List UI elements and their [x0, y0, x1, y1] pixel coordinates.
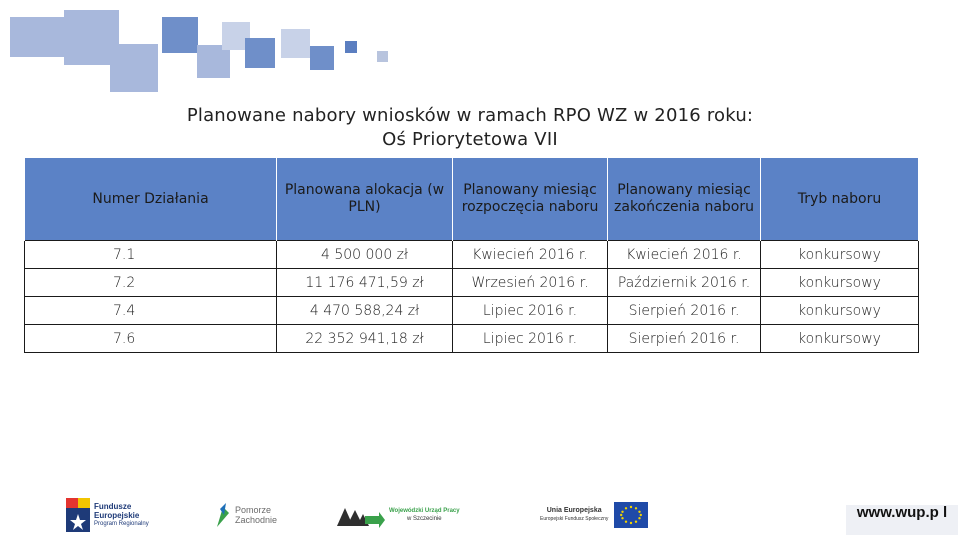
table-cell: Lipiec 2016 r. — [453, 325, 608, 353]
website-link[interactable]: www.wup.p l — [846, 505, 958, 535]
table-cell: konkursowy — [761, 297, 919, 325]
table-cell: konkursowy — [761, 241, 919, 269]
logo-text: Europejski Fundusz Społeczny — [540, 516, 609, 522]
deco-square — [110, 44, 158, 92]
recruitment-table — [24, 158, 919, 353]
column-header: Planowana alokacja (w PLN) — [277, 158, 453, 241]
table-cell: 4 500 000 zł — [277, 241, 453, 269]
table-cell: Sierpień 2016 r. — [608, 325, 761, 353]
pomorze-zachodnie-logo — [214, 495, 277, 535]
logo-text: w Szczecinie — [406, 516, 442, 522]
column-header: Tryb naboru — [761, 158, 919, 241]
deco-square — [377, 51, 388, 62]
logo-text: Fundusze — [94, 501, 132, 511]
table-cell: Kwiecień 2016 r. — [608, 241, 761, 269]
logo-text: Program Regionalny — [94, 520, 149, 527]
table-cell: 7.2 — [25, 269, 277, 297]
table-cell: konkursowy — [761, 269, 919, 297]
title-line-2: Oś Priorytetowa VII — [382, 129, 558, 150]
table-cell: 22 352 941,18 zł — [277, 325, 453, 353]
fundusze-europejskie-logo — [66, 495, 149, 535]
eu-flag-icon — [614, 502, 648, 528]
title-line-1: Planowane nabory wniosków w ramach RPO WZ w 2016 roku: — [186, 105, 754, 126]
table-cell: 11 176 471,59 zł — [277, 269, 453, 297]
logo-text: Zachodnie — [235, 515, 278, 525]
table-cell: 7.6 — [25, 325, 277, 353]
logo-text: Pomorze — [235, 505, 272, 515]
logo-text: Wojewódzki Urząd Pracy — [389, 508, 460, 514]
fundusze-star-icon — [66, 498, 90, 532]
table-cell: Październik 2016 r. — [608, 269, 761, 297]
table-cell: Wrzesień 2016 r. — [453, 269, 608, 297]
page-title — [0, 104, 940, 152]
deco-square — [345, 41, 357, 53]
table-cell: 7.1 — [25, 241, 277, 269]
column-header: Planowany miesiąc zakończenia naboru — [608, 158, 761, 241]
column-header: Numer Działania — [25, 158, 277, 241]
table-row — [25, 269, 919, 297]
deco-square — [245, 38, 275, 68]
deco-square — [310, 46, 334, 70]
table-cell: 4 470 588,24 zł — [277, 297, 453, 325]
table-row — [25, 325, 919, 353]
wup-shapes-icon — [337, 500, 385, 530]
wup-logo — [337, 495, 460, 535]
logo-text: Europejskie — [94, 510, 140, 520]
column-header: Planowany miesiąc rozpoczęcia naboru — [453, 158, 608, 241]
table-header-row — [25, 158, 919, 241]
table-cell: Sierpień 2016 r. — [608, 297, 761, 325]
pomorze-leaf-icon — [214, 501, 232, 529]
table-cell: konkursowy — [761, 325, 919, 353]
table-cell: Kwiecień 2016 r. — [453, 241, 608, 269]
deco-square — [162, 17, 198, 53]
table-cell: Lipiec 2016 r. — [453, 297, 608, 325]
unia-europejska-logo — [540, 495, 648, 535]
deco-square — [281, 29, 310, 58]
table-cell: 7.4 — [25, 297, 277, 325]
table-row — [25, 297, 919, 325]
logo-text: Unia Europejska — [546, 507, 602, 514]
table-row — [25, 241, 919, 269]
